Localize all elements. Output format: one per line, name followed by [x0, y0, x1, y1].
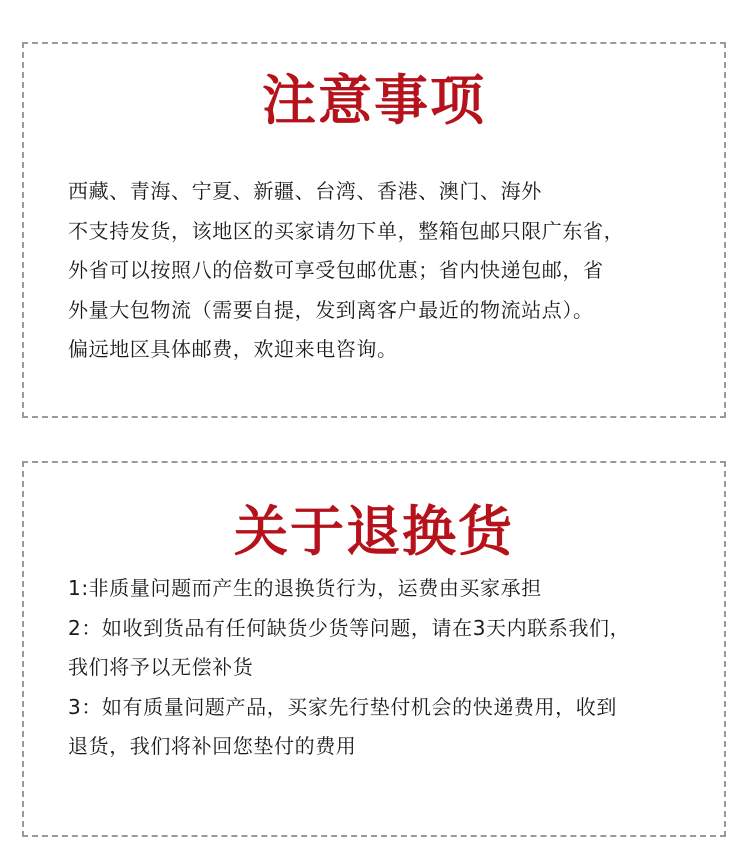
return-policy-line: 退货，我们将补回您垫付的费用 [68, 734, 357, 758]
shipping-notice-line: 外量大包物流（需要自提，发到离客户最近的物流站点）。 [68, 297, 594, 322]
shipping-notice-line: 西藏、青海、宁夏、新疆、台湾、香港、澳门、海外 [68, 179, 542, 203]
shipping-notice-line: 偏远地区具体邮费，欢迎来电咨询。 [68, 337, 398, 361]
shipping-notice-text [68, 172, 694, 370]
return-policy-box [22, 461, 726, 837]
return-policy-line: 1:非质量问题而产生的退换货行为，运费由买家承担 [68, 576, 542, 600]
shipping-notice-box [22, 42, 726, 418]
shipping-notice-line: 外省可以按照八的倍数可享受包邮优惠；省内快递包邮，省 [68, 258, 604, 282]
return-policy-line: 3：如有质量问题产品，买家先行垫付机会的快递费用，收到 [68, 694, 617, 719]
return-policy-title: 关于退换货 [234, 500, 514, 563]
return-policy-line: 我们将予以无偿补货 [68, 655, 254, 679]
shipping-notice-title: 注意事项 [262, 69, 486, 132]
shipping-notice-line: 不支持发货，该地区的买家请勿下单，整箱包邮只限广东省， [68, 218, 625, 243]
return-policy-text [68, 569, 694, 767]
return-policy-line: 2：如收到货品有任何缺货少货等问题，请在3天内联系我们， [68, 615, 631, 640]
